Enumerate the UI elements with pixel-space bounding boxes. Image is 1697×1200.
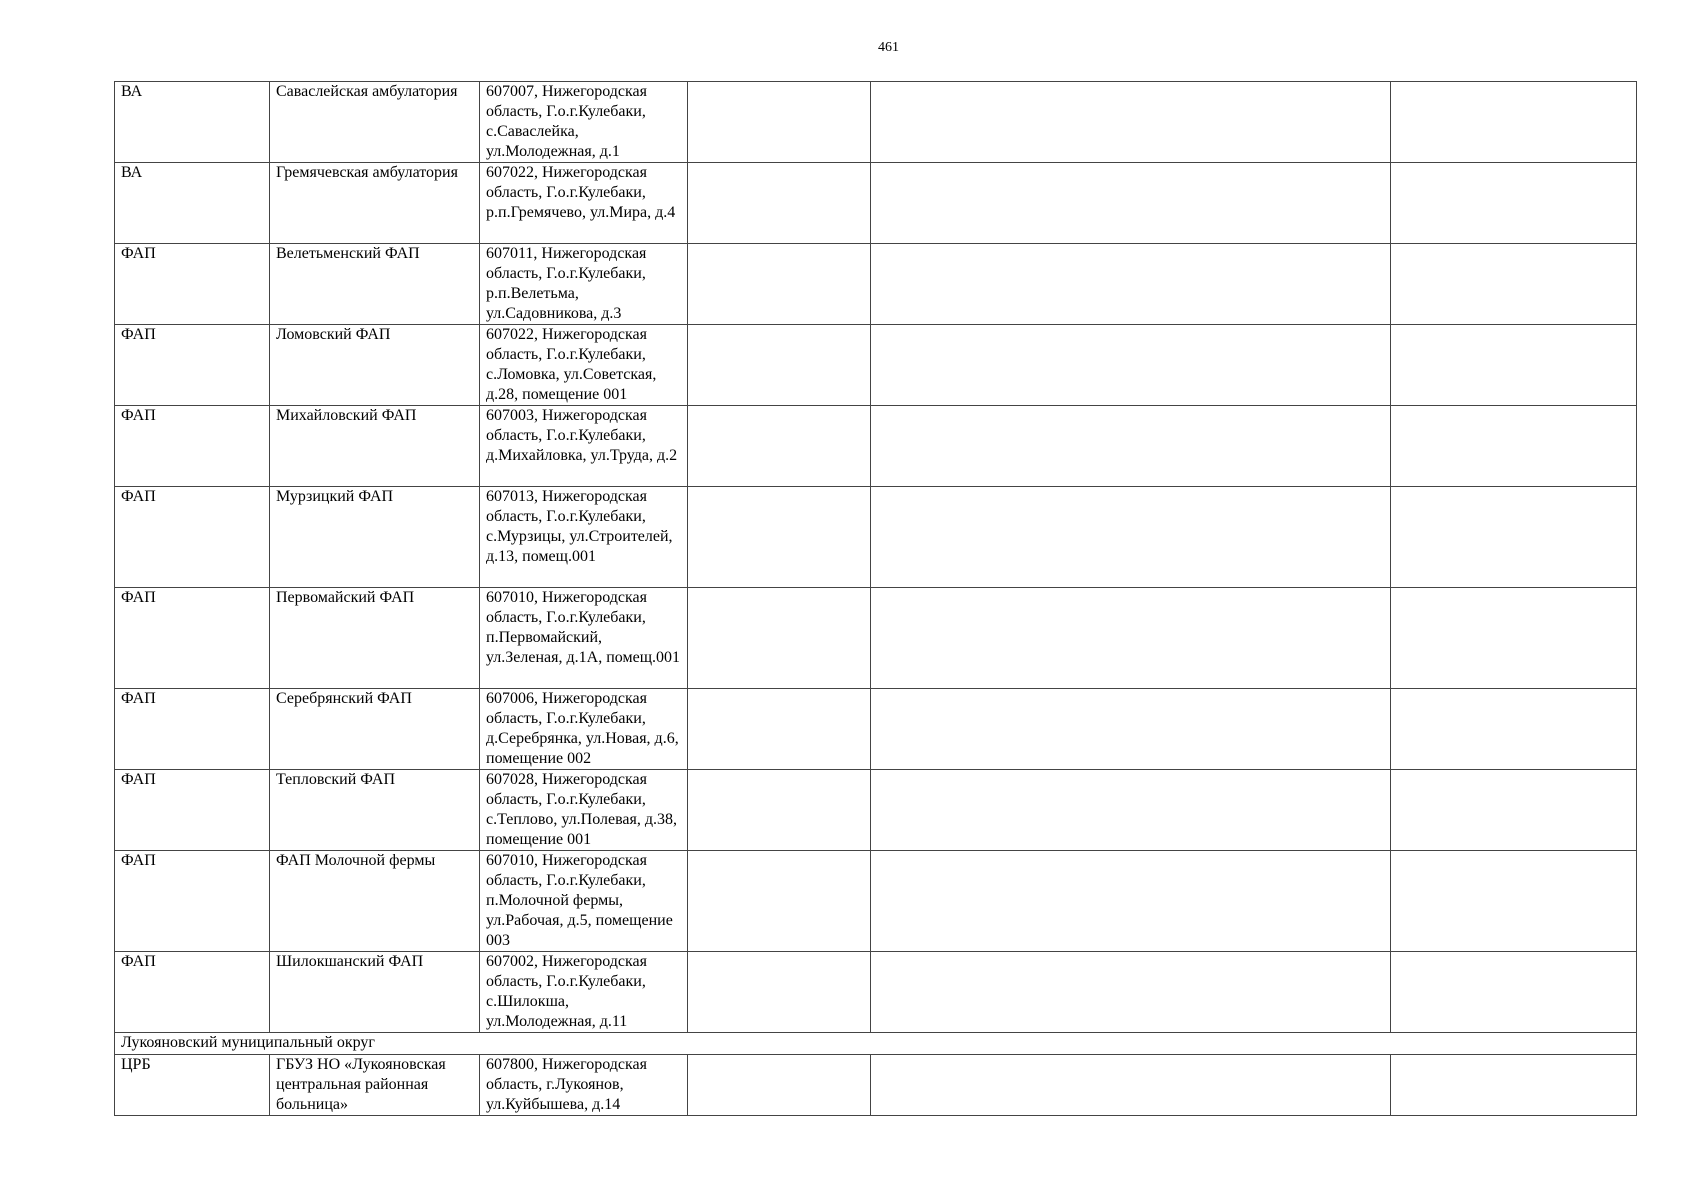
empty-cell [1391,588,1637,689]
table-row [115,244,1637,325]
address-cell: 607028, Нижегородская область, Г.о.г.Кулебаки, с.Теплово, ул.Полевая, д.38, помещение 001 [480,770,688,851]
empty-cell [1391,82,1637,163]
address-cell: 607010, Нижегородская область, Г.о.г.Кулебаки, п.Первомайский, ул.Зеленая, д.1А, помещ.001 [480,588,688,689]
address-cell: 607022, Нижегородская область, Г.о.г.Кулебаки, р.п.Гремячево, ул.Мира, д.4 [480,163,688,244]
address-cell: 607800, Нижегородская область, г.Лукоянов, ул.Куйбышева, д.14 [480,1055,688,1116]
empty-cell [688,244,871,325]
empty-cell [871,1055,1391,1116]
table-row [115,770,1637,851]
address-cell: 607006, Нижегородская область, Г.о.г.Кулебаки, д.Серебрянка, ул.Новая, д.6, помещение 002 [480,689,688,770]
empty-cell [688,851,871,952]
empty-cell [688,406,871,487]
type-cell: ФАП [115,244,270,325]
name-cell: ГБУЗ НО «Лукояновская центральная районная больница» [270,1055,480,1116]
type-cell: ФАП [115,325,270,406]
empty-cell [871,952,1391,1033]
empty-cell [871,487,1391,588]
section-row [115,1033,1637,1055]
type-cell: ФАП [115,588,270,689]
table-row [115,325,1637,406]
table-row [115,1055,1637,1116]
type-cell: ЦРБ [115,1055,270,1116]
name-cell: Велетьменский ФАП [270,244,480,325]
table-row [115,82,1637,163]
type-cell: ВА [115,82,270,163]
name-cell: Серебрянский ФАП [270,689,480,770]
table-row [115,163,1637,244]
name-cell: Михайловский ФАП [270,406,480,487]
empty-cell [1391,689,1637,770]
name-cell: Мурзицкий ФАП [270,487,480,588]
type-cell: ФАП [115,689,270,770]
empty-cell [688,770,871,851]
empty-cell [871,689,1391,770]
empty-cell [688,487,871,588]
address-cell: 607003, Нижегородская область, Г.о.г.Кулебаки, д.Михайловка, ул.Труда, д.2 [480,406,688,487]
name-cell: Шилокшанский ФАП [270,952,480,1033]
type-cell: ФАП [115,952,270,1033]
page-number: 461 [878,40,899,55]
type-cell: ВА [115,163,270,244]
table-row [115,487,1637,588]
empty-cell [871,406,1391,487]
empty-cell [871,770,1391,851]
table-row [115,588,1637,689]
empty-cell [1391,325,1637,406]
name-cell: Ломовский ФАП [270,325,480,406]
empty-cell [1391,851,1637,952]
empty-cell [688,82,871,163]
empty-cell [688,163,871,244]
empty-cell [688,325,871,406]
type-cell: ФАП [115,770,270,851]
empty-cell [1391,244,1637,325]
type-cell: ФАП [115,851,270,952]
empty-cell [1391,163,1637,244]
empty-cell [688,952,871,1033]
empty-cell [871,325,1391,406]
section-title: Лукояновский муниципальный округ [115,1033,1637,1055]
address-cell: 607002, Нижегородская область, Г.о.г.Кулебаки, с.Шилокша, ул.Молодежная, д.11 [480,952,688,1033]
table-row [115,851,1637,952]
empty-cell [1391,487,1637,588]
type-cell: ФАП [115,487,270,588]
address-cell: 607011, Нижегородская область, Г.о.г.Кулебаки, р.п.Велетьма, ул.Садовникова, д.3 [480,244,688,325]
empty-cell [871,851,1391,952]
empty-cell [871,82,1391,163]
empty-cell [688,1055,871,1116]
empty-cell [1391,770,1637,851]
address-cell: 607010, Нижегородская область, Г.о.г.Кулебаки, п.Молочной фермы, ул.Рабочая, д.5, помещение 003 [480,851,688,952]
name-cell: Саваслейская амбулатория [270,82,480,163]
empty-cell [871,244,1391,325]
empty-cell [871,588,1391,689]
type-cell: ФАП [115,406,270,487]
empty-cell [1391,952,1637,1033]
table-body [115,82,1637,1116]
address-cell: 607022, Нижегородская область, Г.о.г.Кулебаки, с.Ломовка, ул.Советская, д.28, помещение 001 [480,325,688,406]
table-row [115,689,1637,770]
empty-cell [1391,1055,1637,1116]
name-cell: Тепловский ФАП [270,770,480,851]
table-row [115,406,1637,487]
name-cell: ФАП Молочной фермы [270,851,480,952]
address-cell: 607007, Нижегородская область, Г.о.г.Кулебаки, с.Саваслейка, ул.Молодежная, д.1 [480,82,688,163]
table-row [115,952,1637,1033]
address-cell: 607013, Нижегородская область, Г.о.г.Кулебаки, с.Мурзицы, ул.Строителей, д.13, помещ.001 [480,487,688,588]
empty-cell [1391,406,1637,487]
name-cell: Гремячевская амбулатория [270,163,480,244]
empty-cell [688,689,871,770]
name-cell: Первомайский ФАП [270,588,480,689]
empty-cell [688,588,871,689]
empty-cell [871,163,1391,244]
facilities-table [114,81,1637,1116]
